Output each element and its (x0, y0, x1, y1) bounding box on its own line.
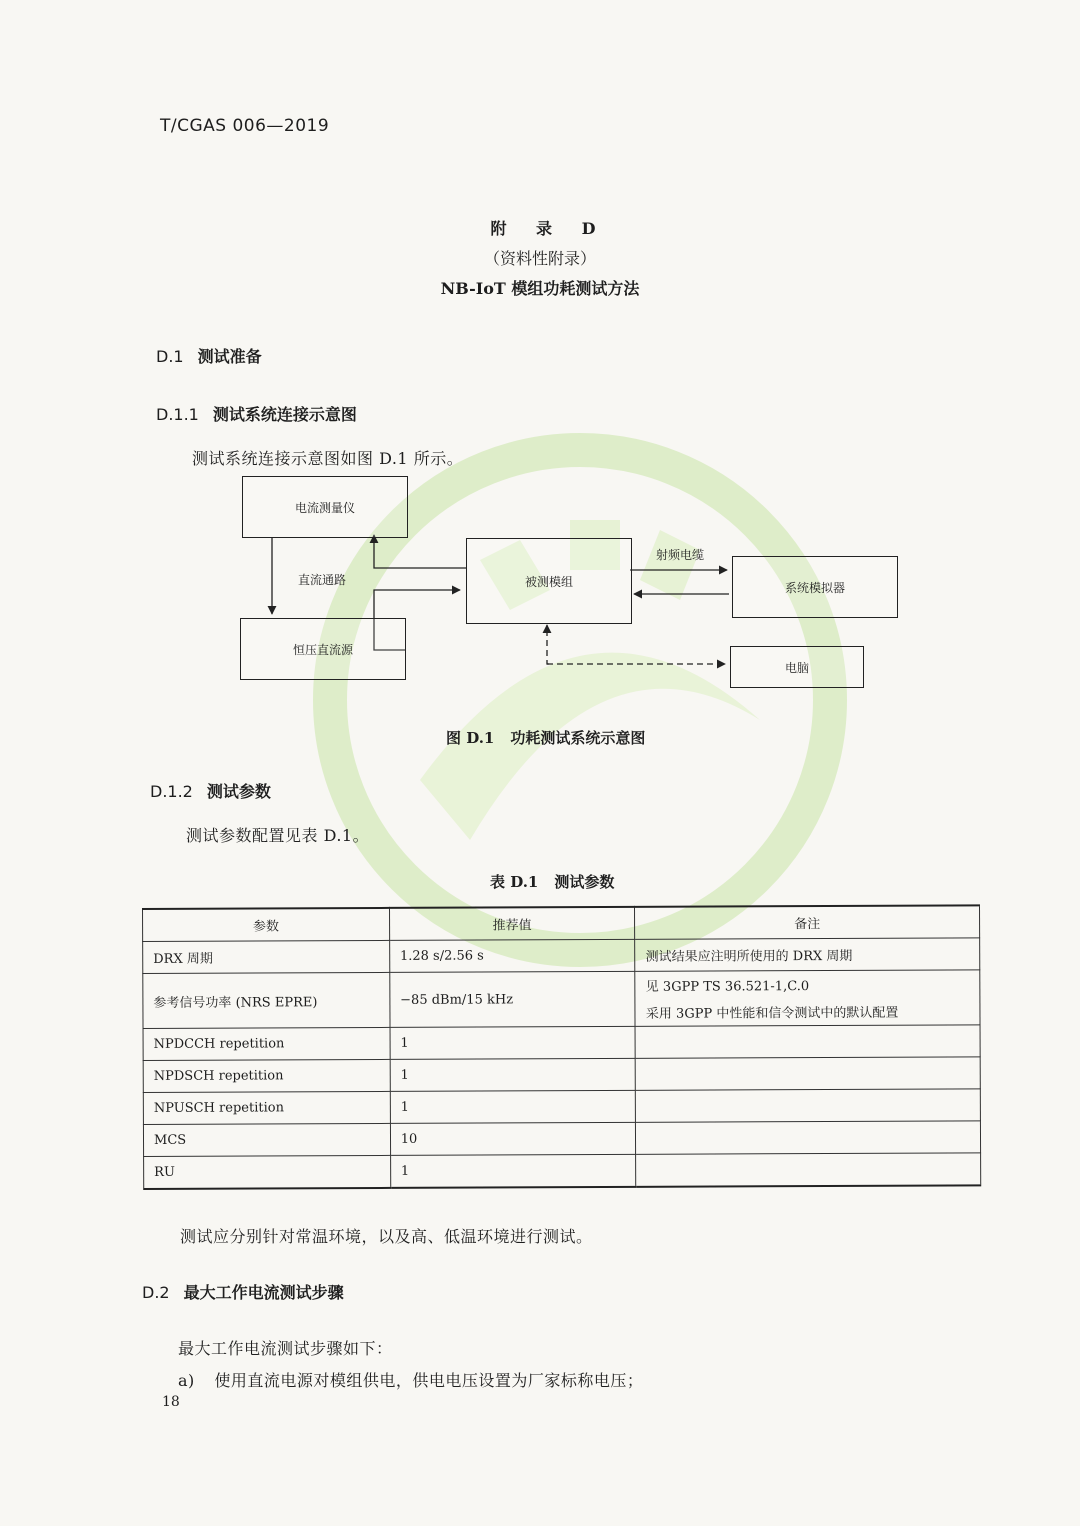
param-cell: 参考信号功率 (NRS EPRE) (143, 972, 390, 1028)
value-cell: 10 (390, 1122, 636, 1155)
header-param: 参数 (143, 908, 390, 942)
table-row (143, 1025, 980, 1061)
note-cell: 测试结果应注明所使用的 DRX 周期 (635, 938, 980, 972)
section-title: 测试准备 (197, 347, 262, 366)
connection-diagram (0, 0, 1080, 760)
note-line-2: 采用 3GPP 中性能和信令测试中的默认配置 (645, 1005, 899, 1022)
dc-source-label: 恒压直流源 (292, 642, 353, 657)
dc-source-box (240, 618, 406, 680)
pc-box (730, 646, 864, 688)
section-title: 最大工作电流测试步骤 (183, 1283, 344, 1302)
dut-box (466, 538, 632, 624)
note-cell (636, 1153, 981, 1187)
section-d2-heading (142, 1280, 344, 1303)
section-number: D.2 (142, 1283, 170, 1302)
param-cell: NPDCCH repetition (143, 1027, 390, 1060)
param-cell: NPDSCH repetition (143, 1059, 390, 1092)
param-cell: MCS (143, 1123, 390, 1156)
step-marker: a) (178, 1371, 195, 1390)
pc-label: 电脑 (784, 660, 809, 675)
table-title: 测试参数 (554, 873, 615, 891)
note-line-1: 见 3GPP TS 36.521-1,C.0 (645, 979, 810, 995)
document-id: T/CGAS 006—2019 (160, 116, 330, 136)
meter-feed-arrow (374, 535, 466, 568)
note-cell (636, 1057, 981, 1091)
value-cell: 1 (390, 1026, 636, 1059)
table-row (143, 1089, 980, 1125)
param-cell: RU (144, 1155, 391, 1189)
note-cell (636, 1089, 981, 1123)
figure-caption (446, 727, 645, 748)
table-row (143, 938, 980, 974)
environment-note: 测试应分别针对常温环境，以及高、低温环境进行测试。 (180, 1227, 593, 1246)
note-cell (635, 970, 980, 1027)
section-d2-intro: 最大工作电流测试步骤如下： (178, 1339, 393, 1358)
section-d12-text: 测试参数配置见表 D.1。 (186, 826, 370, 845)
figure-number: 图 D.1 (446, 729, 495, 747)
appendix-name: NB-IoT 模组功耗测试方法 (440, 279, 640, 298)
section-d12-heading (150, 779, 271, 802)
section-number: D.1 (156, 347, 184, 366)
appendix-subtitle: （资料性附录） (483, 249, 596, 268)
table-row (143, 970, 980, 1029)
table-row (143, 1057, 980, 1093)
value-cell: 1.28 s/2.56 s (389, 939, 635, 972)
note-cell (635, 1025, 980, 1059)
simulator-box (732, 556, 898, 618)
page-number: 18 (162, 1394, 180, 1410)
table-number: 表 D.1 (490, 873, 539, 891)
current-meter-label: 电流测量仪 (294, 500, 355, 515)
value-cell: 1 (390, 1058, 636, 1091)
header-note: 备注 (635, 905, 980, 939)
param-cell: DRX 周期 (143, 940, 390, 973)
dc-path-label: 直流通路 (298, 573, 347, 587)
note-cell (636, 1121, 981, 1155)
table-caption (490, 871, 614, 892)
parameters-table (142, 904, 981, 1190)
step-text: 使用直流电源对模组供电，供电电压设置为厂家标称电压； (214, 1371, 644, 1390)
section-title: 测试参数 (206, 782, 271, 801)
section-title: 测试系统连接示意图 (212, 405, 357, 424)
simulator-label: 系统模拟器 (784, 580, 845, 595)
value-cell: 1 (390, 1090, 636, 1123)
figure-title: 功耗测试系统示意图 (510, 729, 646, 747)
dut-label: 被测模组 (524, 574, 573, 589)
pc-control-arrow-up (547, 625, 549, 664)
current-meter-box (242, 476, 408, 538)
value-cell: −85 dBm/15 kHz (390, 971, 636, 1027)
param-cell: NPUSCH repetition (143, 1091, 390, 1124)
table-row (144, 1153, 981, 1189)
header-value: 推荐值 (389, 907, 635, 941)
appendix-title: 附 录 D (490, 219, 608, 238)
section-number: D.1.2 (150, 782, 193, 801)
rf-cable-label: 射频电缆 (656, 548, 705, 562)
step-a (178, 1368, 643, 1391)
section-d11-text: 测试系统连接示意图如图 D.1 所示。 (192, 449, 464, 468)
table-row (143, 1121, 980, 1157)
section-number: D.1.1 (156, 405, 199, 424)
table-header-row (143, 905, 980, 941)
value-cell: 1 (390, 1154, 636, 1188)
